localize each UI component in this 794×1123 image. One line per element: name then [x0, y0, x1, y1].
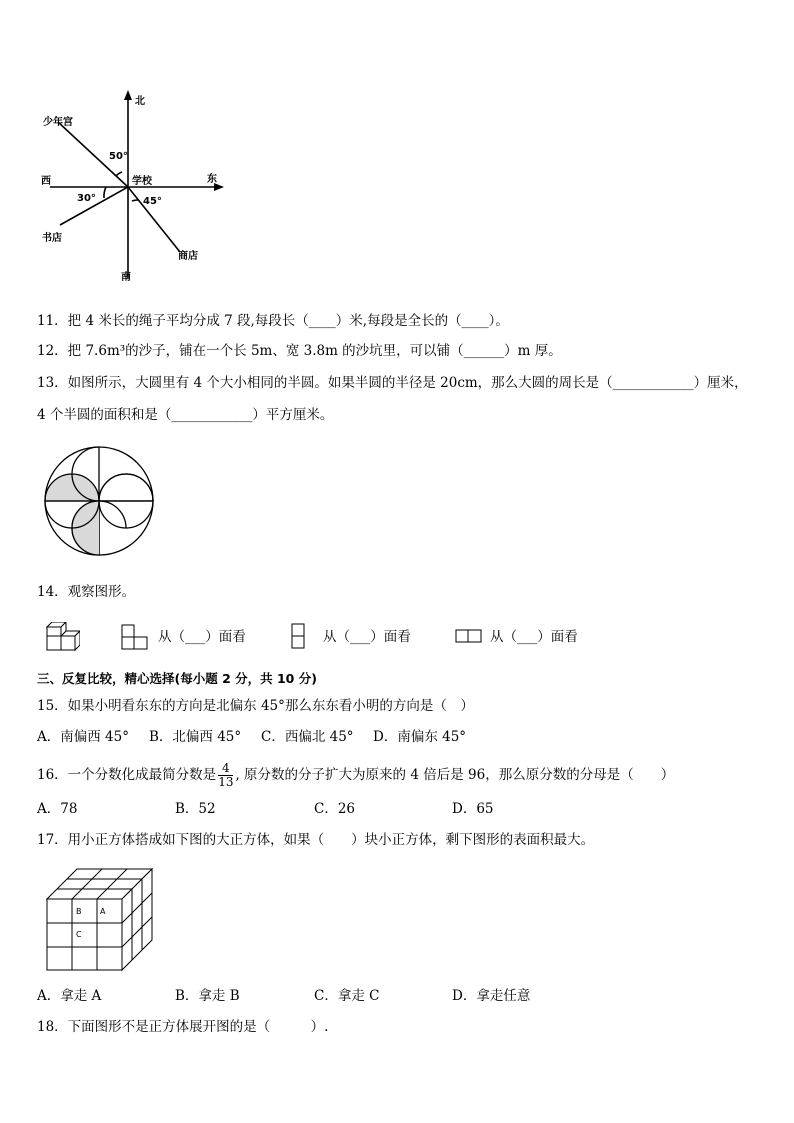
q16-option-b: B．52	[175, 801, 216, 817]
label-north: 北	[135, 96, 145, 107]
q15-option-d: D．南偏东 45°	[373, 729, 467, 745]
cube-label-c: C	[76, 930, 82, 939]
q15-option-b: B．北偏西 45°	[149, 729, 242, 745]
cube-stack-figure	[46, 622, 80, 654]
label-angle-30: 30°	[77, 193, 96, 204]
question-18: 18．下面图形不是正方体展开图的是（ ）.	[37, 1019, 329, 1035]
q16-option-a: A．78	[37, 801, 78, 817]
cube-label-a: A	[100, 907, 106, 916]
q17-option-d: D．拿走任意	[452, 988, 531, 1004]
q17-option-b: B．拿走 B	[175, 988, 240, 1004]
q17-option-a: A．拿走 A	[37, 988, 102, 1004]
label-school: 学校	[132, 176, 152, 187]
label-angle-50: 50°	[109, 151, 128, 162]
question-14: 14．观察图形。	[37, 584, 136, 600]
view-3-text: 从（___）面看	[490, 629, 578, 645]
label-west: 西	[41, 176, 51, 187]
q16-prefix: 16．一个分数化成最简分数是	[37, 767, 217, 783]
label-bookstore: 书店	[42, 233, 62, 244]
q16-fraction-denominator: 13	[218, 775, 234, 789]
q16-fraction-numerator: 4	[218, 762, 233, 776]
q16-option-c: C．26	[314, 801, 356, 817]
label-east: 东	[207, 174, 217, 185]
view-3-figure	[455, 629, 483, 643]
view-2-figure	[290, 623, 306, 649]
q15-option-c: C．西偏北 45°	[261, 729, 354, 745]
question-13-line1: 13．如图所示，大圆里有 4 个大小相同的半圆。如果半圆的半径是 20cm，那么大圆的周长是（____________）厘米，	[37, 375, 748, 391]
section-3-heading: 三、反复比较，精心选择(每小题 2 分，共 10 分)	[37, 671, 317, 686]
question-17: 17．用小正方体搭成如下图的大正方体，如果（ ）块小正方体，剩下图形的表面积最大。	[37, 832, 595, 848]
question-16	[37, 762, 674, 789]
question-11: 11．把 4 米长的绳子平均分成 7 段,每段长（____）米,每段是全长的（____）。	[37, 313, 509, 329]
cube-label-b: B	[76, 907, 82, 916]
question-15: 15．如果小明看东东的方向是北偏东 45°那么东东看小明的方向是（ ）	[37, 698, 474, 714]
q16-fraction	[218, 762, 233, 789]
question-13-line2: 4 个半圆的面积和是（____________）平方厘米。	[37, 407, 334, 423]
label-south: 南	[121, 272, 131, 283]
q17-option-c: C．拿走 C	[314, 988, 380, 1004]
view-1-text: 从（___）面看	[158, 629, 246, 645]
label-angle-45: 45°	[143, 196, 162, 207]
big-cube-figure	[46, 868, 154, 972]
circle-semicircles-figure	[42, 444, 156, 558]
view-1-figure	[121, 624, 149, 650]
view-2-text: 从（___）面看	[323, 629, 411, 645]
question-12: 12．把 7.6m³的沙子，铺在一个长 5m、宽 3.8m 的沙坑里，可以铺（______）m 厚。	[37, 343, 562, 359]
label-shop: 商店	[178, 251, 198, 262]
q16-option-d: D．65	[452, 801, 494, 817]
q16-suffix: , 原分数的分子扩大为原来的 4 倍后是 96，那么原分数的分母是（ ）	[235, 767, 675, 783]
label-youth-palace: 少年宫	[43, 117, 73, 128]
q15-option-a: A．南偏西 45°	[37, 729, 129, 745]
